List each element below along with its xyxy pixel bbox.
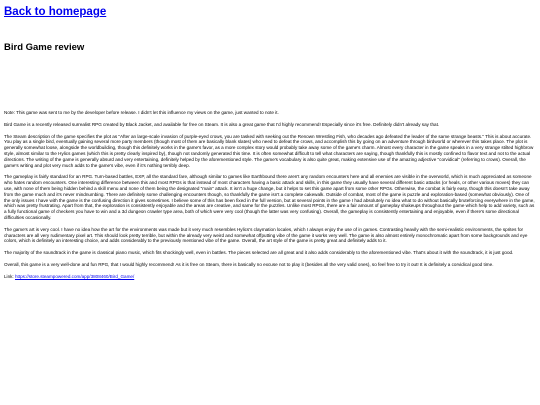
store-link-line (4, 274, 536, 280)
back-to-homepage-link[interactable]: Back to homepage (4, 6, 107, 18)
paragraph-conclusion: Overall, this game is a very well-done and fun RPG, that I would highly recommend! As it is free on Steam, there is basically no excuse not to play it (besides all the very valid ones), so feel free to try it out! It is definitely a corvidical good time. (4, 261, 494, 267)
paragraph-intro: Bird Game is a recently released surrealist RPG created by Black Jacket, and available for free on Steam. It is also a great game that I'd highly recommend! Especially since it's free. Definitely didn't already say that. (4, 121, 440, 127)
link-prefix: Link: (4, 273, 15, 279)
page-title: Bird Game review (4, 42, 85, 53)
review-body (4, 110, 536, 286)
paragraph-note: Note: This game was sent to me by the developer before release. I didn't let this influence my views on the game, just wanted to note it. (4, 110, 279, 115)
paragraph-story: The Steam description of the game specifies the plot as "After an large-scale invasion of purple-eyed crows, you are tasked with seeking out the Renown Wrestling Fish, who decades ago defeated the leader of the same strange beasts." This is about accurate. You play as a single bird, eventually gaining several more party members (though most of them are basically blank slates) who need to defeat the crows, and accomplish this by going on an adventure through birdworld or wherever this takes place. The plot is generally somewhat loose, alongside the worldbuilding, though this definitely works in the game's favor, as a more complex story would probably take away some of the game's charm. Almost every character in the game speaks in a very strange stilted highbrow style, almost similar to the Hylics games (which this is pretty clearly inspired by), though not randomly generated this time. It is often somewhat difficult to tell what characters are saying, though thankfully this is mostly confined to flavor text and not to the actual directions. The writing of the game is generally absurd and very entertaining, definitely helped by the aforementioned style. The game's vocabulary is also quite great, making extensive use of the amazing adjective "corvidical" (referring to crows). Overall, the game's writing and plot very much adds to the game's vibe, even if it's nothing terribly deep. (4, 133, 534, 168)
paragraph-art: The game's art is very cool. I have no idea how the art for the environments was made but it very much resembles Hylics's claymation locales, which I always enjoy the use of in games. Contrasting heavily with the semi-realistic environments, the sprites for characters are all very rudimentary pixel art. This should look pretty terrible, but within the already very weird and somewhat offputting vibe of the game it works very well. The game is also almost entirely monochromatic apart from some backgrounds and eye colors, which is definitely an interesting choice, and adds considerably to the previously mentioned vibe of the game. Overall, the art style of the game is pretty great and definitely adds to it. (4, 226, 528, 244)
paragraph-music: The majority of the soundtrack in the game is classical piano music, which fits shockingly well, even in battles. The pieces selected are all great and it also adds considerably to the aforementioned vibe. That's about it with the soundtrack, it is just good. (4, 250, 514, 256)
paragraph-gameplay: The gameplay is fairly standard for an RPG. Turn-based battles, EXP, all the standard fare, although similar to games like Earthbound there aren't any random encounters here and all enemies are visible in the overworld, which is much appreciated as someone who hates random encounters. One interesting difference between this and most RPGs is that instead of most characters having a basic attack and skills, in this game they usually have several different basic attacks (or heals, or other various moves) they can use, with none of them being hidden behind a skill menu and none of them being the designated "main" attack. It isn't a huge change, but it helps to set this game apart from some other RPGs. Otherwise, the combat is fairly easy, though this doesn't take away from the game much and it's never mindnumbing. There are definitely some challenging encounters though, so thankfully the game isn't a complete cakewalk. Outside of combat, most of the game is puzzle and exploration-based (somewhat obviously). One of the only issues I have with the game is the confusing direction it gives sometimes. I believe some of this has been fixed in the full version, but at several points in the game I had absolutely no idea what to do without basically bruteforcing everywhere in the game, which was pretty frustrating. Apart from that, the exploration is consistently enjoyable and the areas are creative, and same for the puzzles. Unlike most RPGs, there are a fair amount of gameplay shakeups throughout the game which help to add variety, such as a fully functional game of checkers you have to win and a 3d dungeon crawler type area, both of which were very cool (though the latter was very confusing). Overall, the gameplay is consistently entertaining and enjoyable, even if there's some directional difficulties occasionally. (4, 174, 535, 220)
steam-store-link[interactable]: https://store.steampowered.com/app/3808460/Bird_Game/ (14, 273, 135, 279)
